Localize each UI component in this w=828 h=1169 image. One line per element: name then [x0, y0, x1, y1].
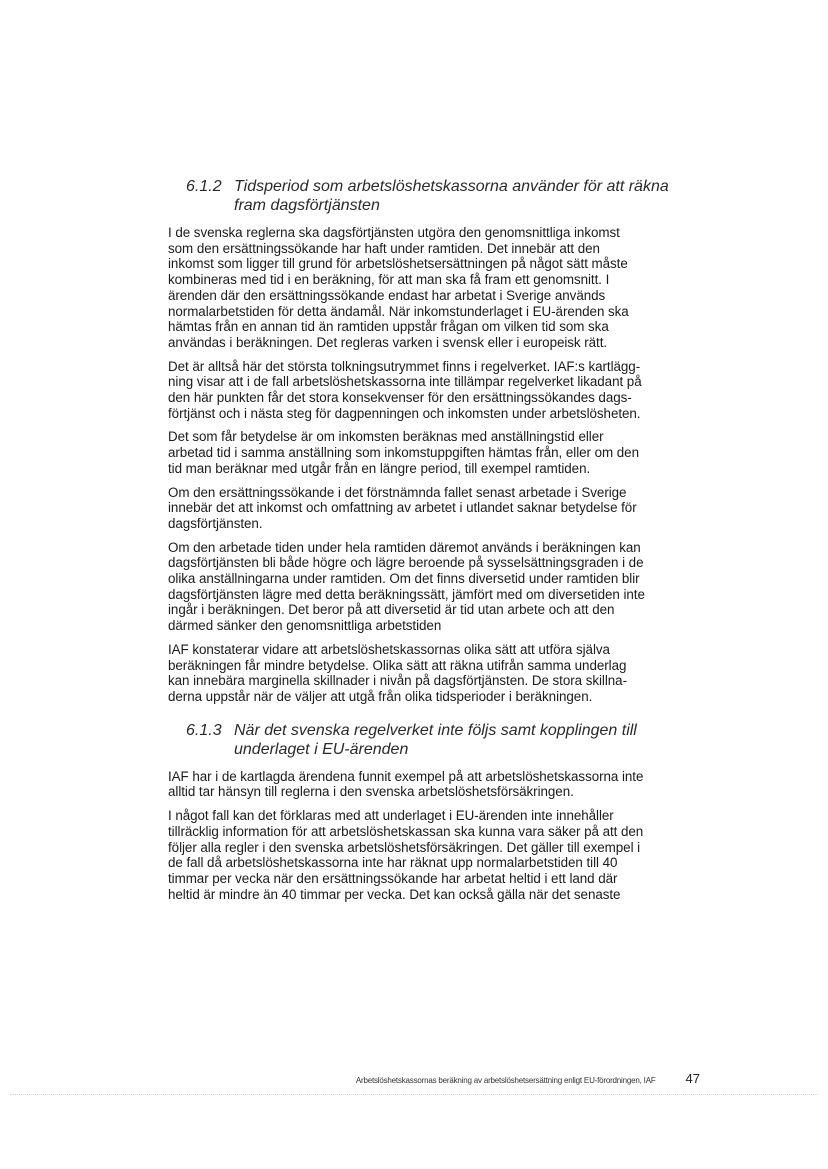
paragraph-line: arbetad tid i samma anställning som inkomstuppgiften hämtas från, eller om den: [168, 445, 639, 461]
section-title-line: fram dagsförtjänsten: [234, 197, 380, 214]
paragraph: [168, 429, 698, 476]
section-number: 6.1.2: [186, 178, 222, 195]
section-title-line: underlaget i EU-ärenden: [234, 740, 409, 758]
paragraph-line: olika anställningarna under ramtiden. Om det finns diversetid under ramtiden blir: [168, 571, 640, 587]
paragraph-line: ning visar att i de fall arbetslöshetskassorna inte tillämpar regelverket likadant på: [168, 374, 642, 390]
paragraph-line: kombineras med tid i en beräkning, för att man ska få fram ett genomsnitt. I: [168, 272, 610, 288]
paragraph-line: de fall då arbetslöshetskassorna inte har räknat upp normalarbetstiden till 40: [168, 855, 618, 871]
paragraph-line: innebär det att inkomst och omfattning av arbetet i utlandet saknar betydelse för: [168, 500, 637, 516]
paragraph: [168, 540, 698, 634]
paragraph-line: följer alla regler i den svenska arbetslöshetsförsäkringen. Det gäller till exempel i: [168, 839, 641, 855]
paragraph: [168, 642, 698, 705]
paragraph: [168, 808, 698, 902]
section-body-6-1-3: [168, 769, 698, 903]
paragraph: [168, 225, 698, 351]
section-title-line: Tidsperiod som arbetslöshetskassorna använder för att räkna: [234, 178, 669, 195]
section-title: [234, 177, 698, 215]
section-title-line: När det svenska regelverket inte följs samt kopplingen till: [234, 721, 637, 739]
paragraph-line: ingår i beräkningen. Det beror på att diversetid är tid utan arbete och att den: [168, 602, 615, 618]
page-number: 47: [685, 1071, 700, 1086]
paragraph-line: förtjänst och i nästa steg för dagpenningen och inkomsten under arbetslösheten.: [168, 405, 641, 421]
paragraph-line: användas i beräkningen. Det regleras varken i svensk eller i europeisk rätt.: [168, 334, 608, 350]
paragraph-line: IAF konstaterar vidare att arbetslöshetskassornas olika sätt att utföra själva: [168, 641, 610, 657]
paragraph-line: I de svenska reglerna ska dagsförtjänsten utgöra den genomsnittliga inkomst: [168, 225, 620, 240]
paragraph-line: derna uppstår när de väljer att utgå från olika tidsperioder i beräkningen.: [168, 688, 593, 704]
paragraph-line: timmar per vecka när den ersättningssökande har arbetat heltid i ett land där: [168, 870, 618, 886]
page-footer: [330, 1071, 700, 1086]
paragraph-line: Det som får betydelse är om inkomsten beräknas med anställningstid eller: [168, 429, 604, 445]
paragraph-line: dagsförtjänsten.: [168, 515, 263, 531]
paragraph: [168, 485, 698, 532]
section-heading-6-1-2: [186, 177, 698, 215]
section-number: 6.1.3: [186, 721, 222, 739]
paragraph-line: kan innebära marginella skillnader i nivån på dagsförtjänsten. De stora skillna-: [168, 673, 627, 689]
paragraph-line: dagsförtjänsten lägre med detta beräkningssätt, jämfört med om diversetiden inte: [168, 586, 645, 602]
paragraph-line: som den ersättningssökande har haft under ramtiden. Det innebär att den: [168, 240, 600, 256]
section-title: [234, 721, 698, 759]
paragraph-line: inkomst som ligger till grund för arbetslöshetsersättningen på något sätt måste: [168, 256, 628, 272]
paragraph-line: beräkningen får mindre betydelse. Olika sätt att räkna utifrån samma underlag: [168, 657, 627, 673]
paragraph-line: den här punkten får det stora konsekvenser för den ersättningssökandes dags-: [168, 390, 632, 406]
paragraph: [168, 769, 698, 800]
paragraph-line: I något fall kan det förklaras med att underlaget i EU-ärenden inte innehåller: [168, 808, 614, 824]
paragraph-line: dagsförtjänsten bli både högre och lägre beroende på sysselsättningsgraden i de: [168, 555, 644, 571]
paragraph-line: Om den arbetade tiden under hela ramtiden däremot används i beräkningen kan: [168, 539, 641, 555]
paragraph-line: därmed sänker den genomsnittliga arbetstiden: [168, 618, 442, 634]
footer-text: Arbetslöshetskassornas beräkning av arbetslöshetsersättning enligt EU-förordningen, IAF: [355, 1076, 656, 1085]
paragraph-line: normalarbetstiden för detta ändamål. När inkomstunderlaget i EU-ärenden ska: [168, 303, 629, 319]
section-body-6-1-2: [168, 225, 698, 705]
paragraph-line: ärenden där den ersättningssökande endast har arbetat i Sverige används: [168, 287, 606, 303]
paragraph-line: heltid är mindre än 40 timmar per vecka. Det kan också gälla när det senaste: [168, 886, 621, 902]
paragraph-line: Det är alltså här det största tolkningsutrymmet finns i regelverket. IAF:s kartlägg-: [168, 358, 641, 374]
paragraph-line: IAF har i de kartlagda ärendena funnit exempel på att arbetslöshetskassorna inte: [168, 768, 644, 784]
paragraph-line: tillräcklig information för att arbetslöshetskassan ska kunna vara säker på att den: [168, 823, 644, 839]
paragraph: [168, 359, 698, 422]
paragraph-line: Om den ersättningssökande i det förstnämnda fallet senast arbetade i Sverige: [168, 484, 627, 500]
footer-divider: [10, 1094, 818, 1095]
paragraph-line: tid man beräknar med utgår från en längre period, till exempel ramtiden.: [168, 460, 591, 476]
paragraph-line: hämtas från en annan tid än ramtiden uppstår frågan om vilken tid som ska: [168, 319, 609, 335]
page-content: [168, 177, 698, 910]
section-heading-6-1-3: [186, 721, 698, 759]
paragraph-line: alltid tar hänsyn till reglerna i den svenska arbetslöshetsförsäkringen.: [168, 784, 574, 800]
